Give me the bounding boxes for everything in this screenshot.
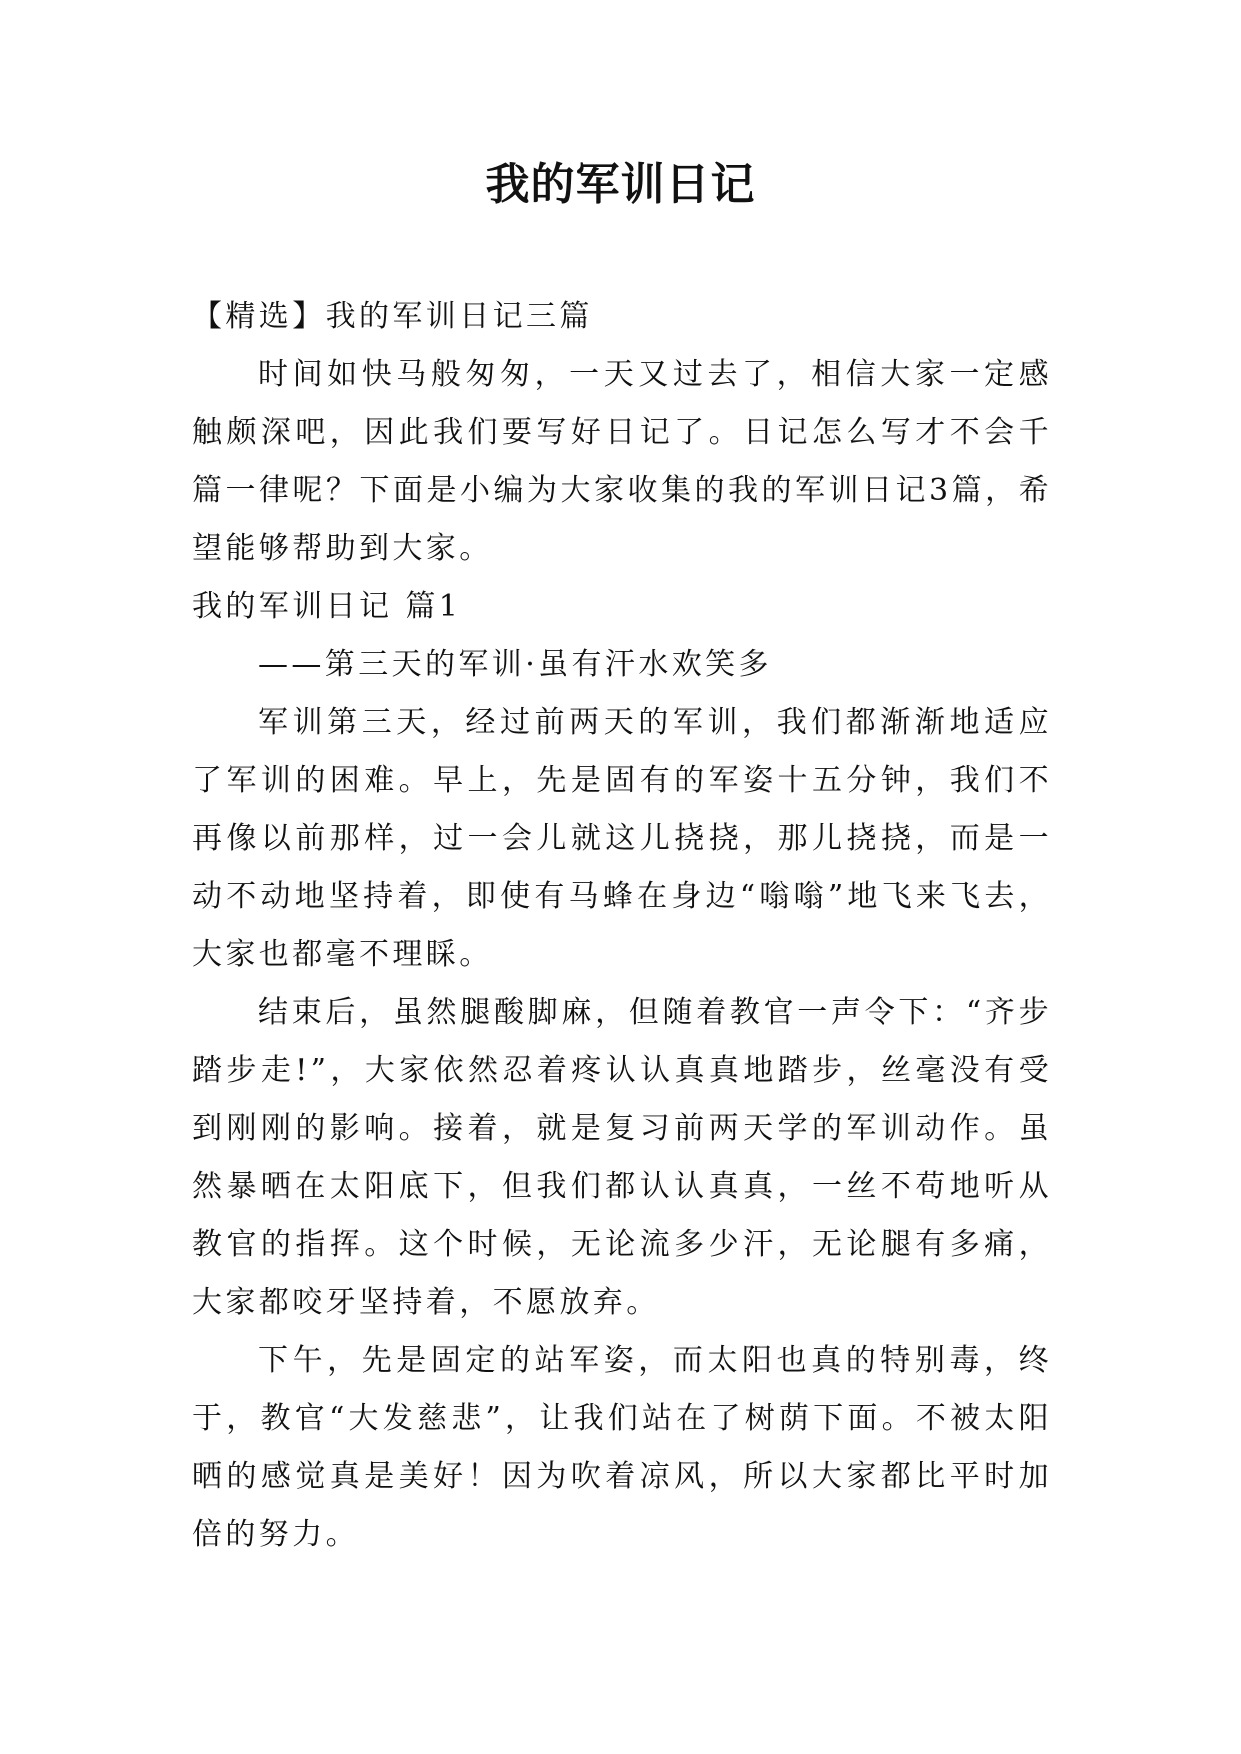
- body-paragraph: 军训第三天，经过前两天的军训，我们都渐渐地适应了军训的困难。早上，先是固有的军姿十五分钟，我们不再像以前那样，过一会儿就这儿挠挠，那儿挠挠，而是一动不动地坚持着，即使有马蜂在身边“嗡嗡”地飞来飞去，大家也都毫不理睬。: [192, 705, 1052, 972]
- document-subtitle: 【精选】我的军训日记三篇: [192, 299, 593, 334]
- body-paragraph: 结束后，虽然腿酸脚麻，但随着教官一声令下：“齐步踏步走!”，大家依然忍着疼认认真真地踏步，丝毫没有受到刚刚的影响。接着，就是复习前两天学的军训动作。虽然暴晒在太阳底下，但我们都认认真真，一丝不苟地听从教官的指挥。这个时候，无论流多少汗，无论腿有多痛，大家都咬牙坚持着，不愿放弃。: [192, 995, 1052, 1320]
- document-title: 我的军训日记: [485, 159, 756, 210]
- intro-paragraph: 时间如快马般匆匆，一天又过去了，相信大家一定感触颇深吧，因此我们要写好日记了。日记怎么写才不会千篇一律呢？下面是小编为大家收集的我的军训日记3篇，希望能够帮助到大家。: [192, 357, 1052, 566]
- body-paragraph: 下午，先是固定的站军姿，而太阳也真的特别毒，终于，教官“大发慈悲”，让我们站在了树荫下面。不被太阳晒的感觉真是美好！因为吹着凉风，所以大家都比平时加倍的努力。: [192, 1343, 1052, 1552]
- section-subtitle: ——第三天的军训·虽有汗水欢笑多: [258, 647, 772, 682]
- document-body: [192, 288, 1052, 1564]
- section-heading: 我的军训日记 篇1: [192, 589, 462, 624]
